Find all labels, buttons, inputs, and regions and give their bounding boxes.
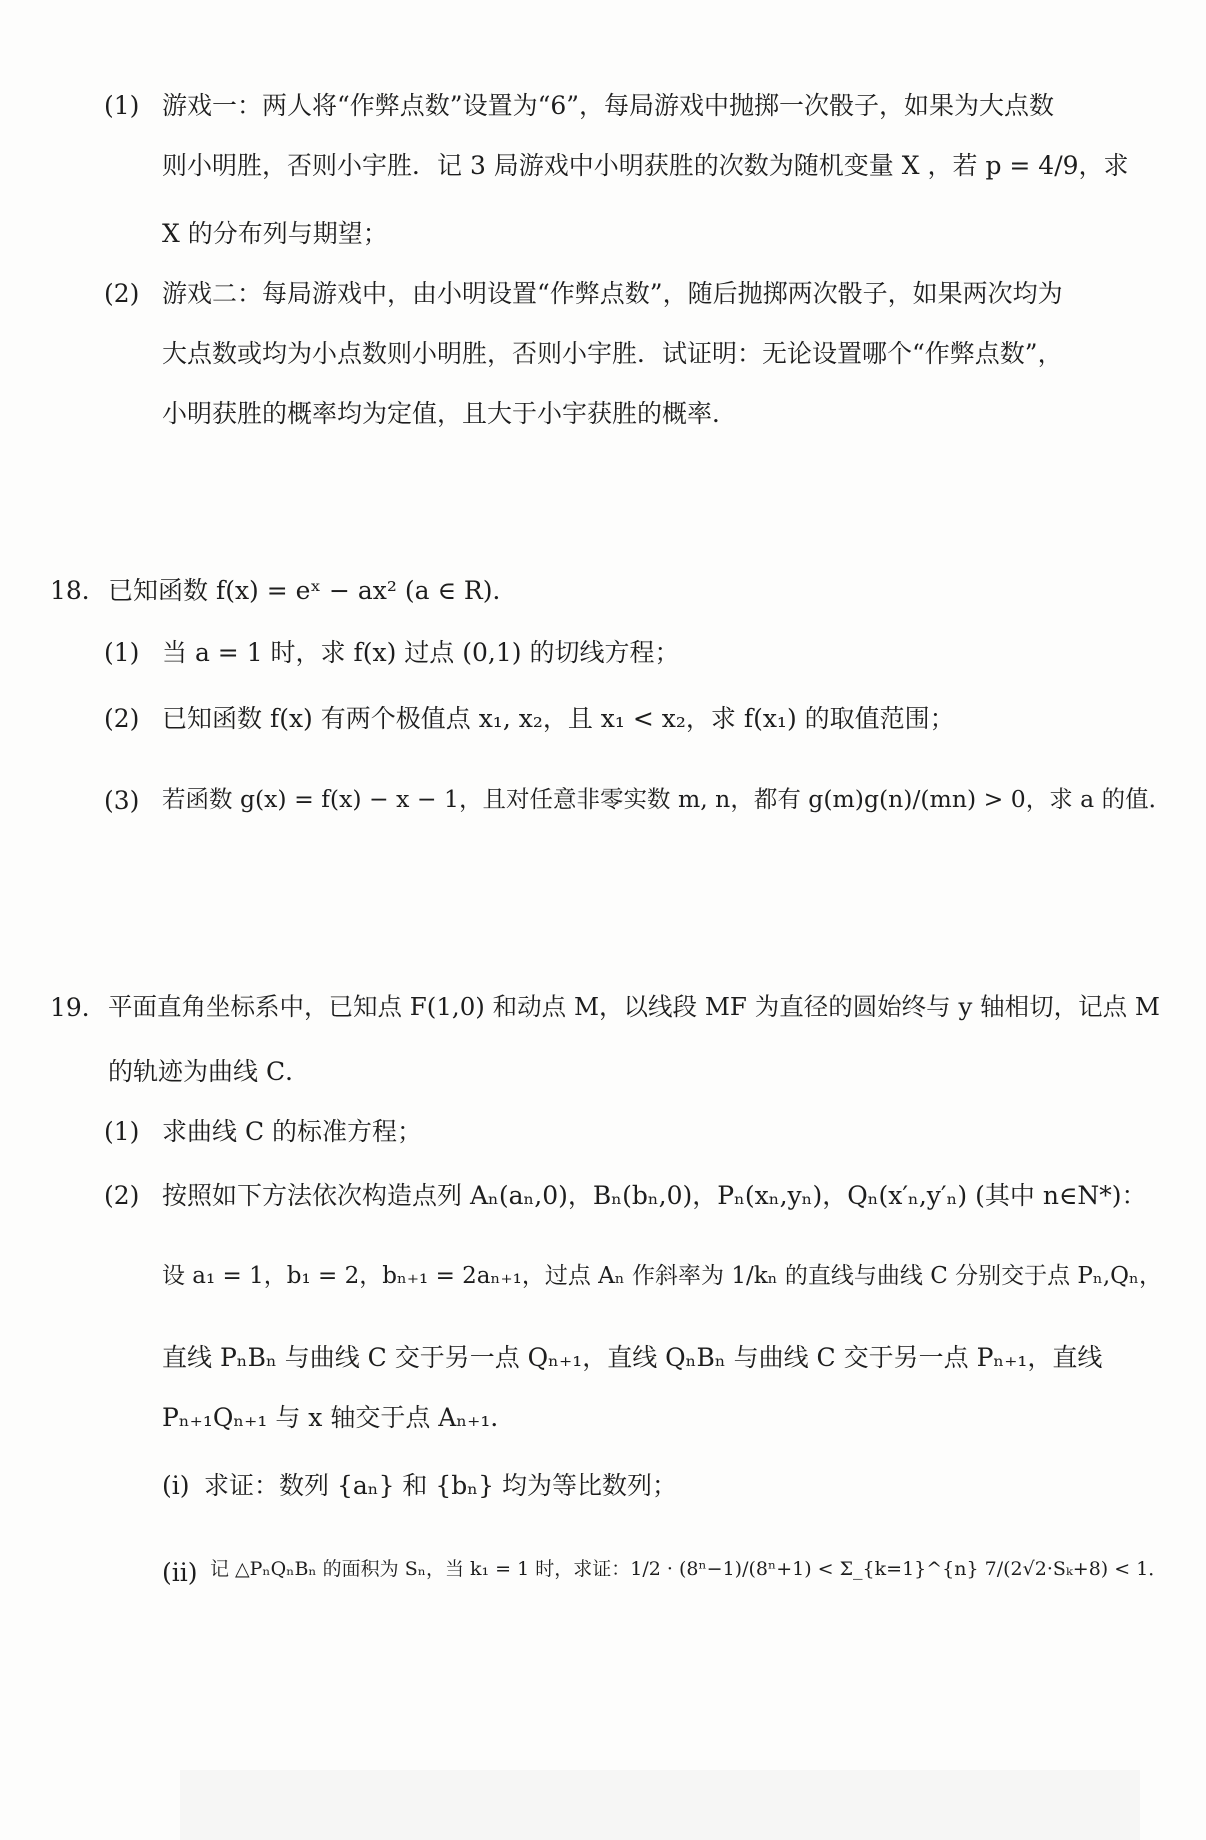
q19-subpart-ii-text: 记 △PₙQₙBₙ 的面积为 Sₙ，当 k₁ = 1 时，求证：1/2 · (8ⁿ−1)/(8ⁿ+1) < Σ_{k=1}^{n} 7/(2√2·Sₖ+8) < 1． [210, 1558, 1168, 1580]
q17-part1-text-line1: 游戏一：两人将“作弊点数”设置为“6”，每局游戏中抛掷一次骰子，如果为大点数 [162, 91, 1055, 120]
q19-stem-text-line1: 平面直角坐标系中，已知点 F(1,0) 和动点 M，以线段 MF 为直径的圆始终与 y 轴相切，记点 M [108, 992, 1160, 1021]
q19-part2-text-line4: Pₙ₊₁Qₙ₊₁ 与 x 轴交于点 Aₙ₊₁． [162, 1403, 516, 1432]
q19-stem-text-line2: 的轨迹为曲线 C． [108, 1057, 311, 1086]
q18-part3-number: (3) [104, 786, 140, 815]
q19-part2-text-line3: 直线 PₙBₙ 与曲线 C 交于另一点 Qₙ₊₁，直线 QₙBₙ 与曲线 C 交于另一点 Pₙ₊₁，直线 [162, 1343, 1103, 1372]
q18-part2-number: (2) [104, 704, 140, 733]
q18-part2-text: 已知函数 f(x) 有两个极值点 x₁, x₂，且 x₁ < x₂，求 f(x₁) 的取值范围； [162, 704, 955, 733]
scan-shadow [180, 1770, 1140, 1840]
q19-part2-text-line2: 设 a₁ = 1，b₁ = 2，bₙ₊₁ = 2aₙ₊₁，过点 Aₙ 作斜率为 1/kₙ 的直线与曲线 C 分别交于点 Pₙ,Qₙ， [162, 1263, 1162, 1289]
q18-part1-text: 当 a = 1 时，求 f(x) 过点 (0,1) 的切线方程； [162, 638, 680, 667]
q19-part2-text-line1: 按照如下方法依次构造点列 Aₙ(aₙ,0)，Bₙ(bₙ,0)，Pₙ(xₙ,yₙ)，Qₙ(x′ₙ,y′ₙ) (其中 n∈N*)： [162, 1181, 1147, 1210]
q18-number: 18． [50, 576, 107, 605]
q17-part1-text-line3: X 的分布列与期望； [162, 219, 388, 248]
q19-part1-text: 求曲线 C 的标准方程； [162, 1117, 423, 1146]
q19-number: 19． [50, 993, 107, 1022]
q17-part1-text-line2: 则小明胜，否则小宇胜．记 3 局游戏中小明获胜的次数为随机变量 X ，若 p = 4/9，求 [162, 151, 1129, 180]
q19-subpart-ii-number: (ii) [162, 1558, 198, 1587]
q17-part1-number: (1) [104, 91, 140, 120]
q19-part1-number: (1) [104, 1117, 140, 1146]
q17-part2-text-line2: 大点数或均为小点数则小明胜，否则小宇胜．试证明：无论设置哪个“作弊点数”， [162, 339, 1063, 368]
q19-subpart-i-text: 求证：数列 {aₙ} 和 {bₙ} 均为等比数列； [204, 1471, 677, 1500]
q18-part1-number: (1) [104, 638, 140, 667]
q17-part2-number: (2) [104, 279, 140, 308]
q19-part2-number: (2) [104, 1181, 140, 1210]
q17-part2-text-line3: 小明获胜的概率均为定值，且大于小宇获胜的概率． [162, 399, 738, 428]
q18-stem-text: 已知函数 f(x) = eˣ − ax² (a ∈ R)． [108, 576, 518, 605]
q18-part3-text: 若函数 g(x) = f(x) − x − 1，且对任意非零实数 m, n，都有 g(m)g(n)/(mn) > 0，求 a 的值． [162, 785, 1173, 813]
q19-subpart-i-number: (i) [162, 1471, 190, 1500]
q17-part2-text-line1: 游戏二：每局游戏中，由小明设置“作弊点数”，随后抛掷两次骰子，如果两次均为 [162, 279, 1063, 308]
